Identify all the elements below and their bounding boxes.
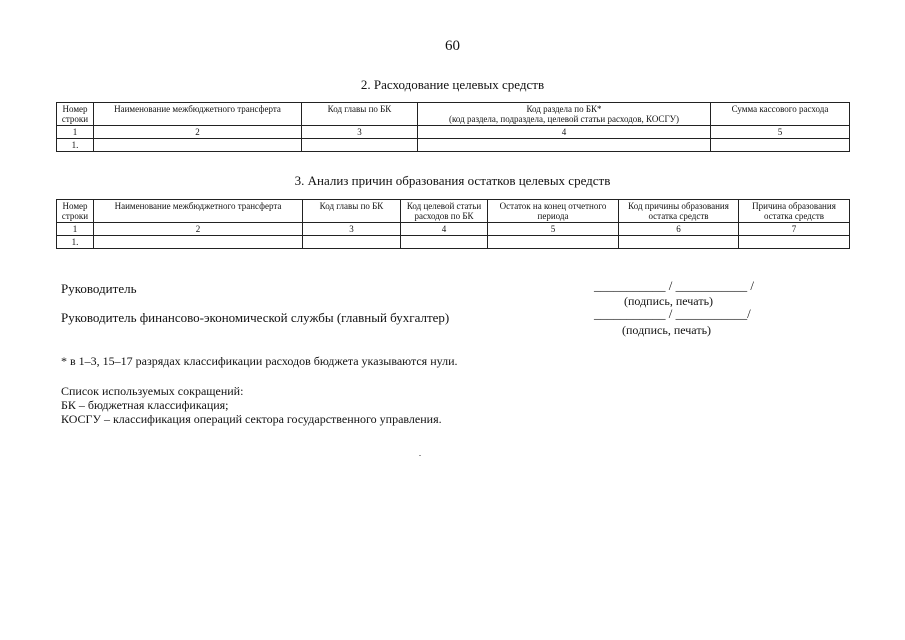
column-number: 3 <box>302 126 418 139</box>
column-number: 1 <box>57 126 94 139</box>
table-cell <box>303 236 401 249</box>
column-number: 7 <box>739 223 850 236</box>
abbreviation-item: КОСГУ – классификация операций сектора государственного управления. <box>61 412 442 426</box>
abbreviations-title: Список используемых сокращений: <box>61 384 244 398</box>
table-header-row <box>57 200 850 223</box>
header-target-article-code: Код целевой статьи расходов по БК <box>401 200 488 223</box>
header-transfer-name: Наименование межбюджетного трансферта <box>94 200 303 223</box>
column-number: 5 <box>711 126 850 139</box>
table-cell <box>94 236 303 249</box>
balance-analysis-table <box>56 199 850 249</box>
header-chapter-code: Код главы по БК <box>302 103 418 126</box>
table-cell <box>619 236 739 249</box>
column-number: 4 <box>418 126 711 139</box>
header-reason-code: Код причины образования остатка средств <box>619 200 739 223</box>
finance-head-label: Руководитель финансово-экономической службы (главный бухгалтер) <box>61 310 450 325</box>
table-cell <box>94 139 302 152</box>
head-signature-caption: (подпись, печать) <box>624 294 714 308</box>
column-number-row <box>57 223 850 236</box>
header-chapter-code: Код главы по БК <box>303 200 401 223</box>
page-number: 60 <box>445 38 460 54</box>
head-signature-line: ___________ / ___________ / <box>594 278 754 293</box>
section-3-title: 3. Анализ причин образования остатков целевых средств <box>294 173 611 188</box>
column-number: 2 <box>94 223 303 236</box>
table-cell <box>739 236 850 249</box>
header-transfer-name: Наименование межбюджетного трансферта <box>94 103 302 126</box>
footnote: * в 1–3, 15–17 разрядах классификации расходов бюджета указываются нули. <box>61 354 458 368</box>
table-row <box>57 236 850 249</box>
header-section-code <box>418 103 711 126</box>
header-section-code-detail: (код раздела, подраздела, целевой статьи расходов, КОСГУ) <box>448 114 680 124</box>
abbreviation-item: БК – бюджетная классификация; <box>61 398 229 412</box>
column-number: 3 <box>303 223 401 236</box>
section-2-title: 2. Расходование целевых средств <box>360 77 545 92</box>
header-section-code-title: Код раздела по БК* <box>526 104 602 114</box>
column-number: 5 <box>488 223 619 236</box>
column-number: 1 <box>57 223 94 236</box>
header-row-number: Номер строки <box>57 103 94 126</box>
head-label: Руководитель <box>61 281 137 296</box>
table-cell <box>418 139 711 152</box>
table-cell <box>711 139 850 152</box>
table-cell: 1. <box>57 236 94 249</box>
column-number: 4 <box>401 223 488 236</box>
header-cash-expense: Сумма кассового расхода <box>711 103 850 126</box>
column-number: 6 <box>619 223 739 236</box>
finance-head-signature-line: ___________ / ___________/ <box>594 306 751 321</box>
header-end-balance: Остаток на конец отчетного периода <box>488 200 619 223</box>
header-reason: Причина образования остатка средств <box>739 200 850 223</box>
table-cell <box>302 139 418 152</box>
finance-head-signature-caption: (подпись, печать) <box>622 323 712 337</box>
header-row-number: Номер строки <box>57 200 94 223</box>
expenditure-table <box>56 102 850 152</box>
scan-speck <box>419 455 421 456</box>
table-row <box>57 139 850 152</box>
column-number: 2 <box>94 126 302 139</box>
table-cell: 1. <box>57 139 94 152</box>
table-cell <box>488 236 619 249</box>
column-number-row <box>57 126 850 139</box>
table-cell <box>401 236 488 249</box>
table-header-row <box>57 103 850 126</box>
